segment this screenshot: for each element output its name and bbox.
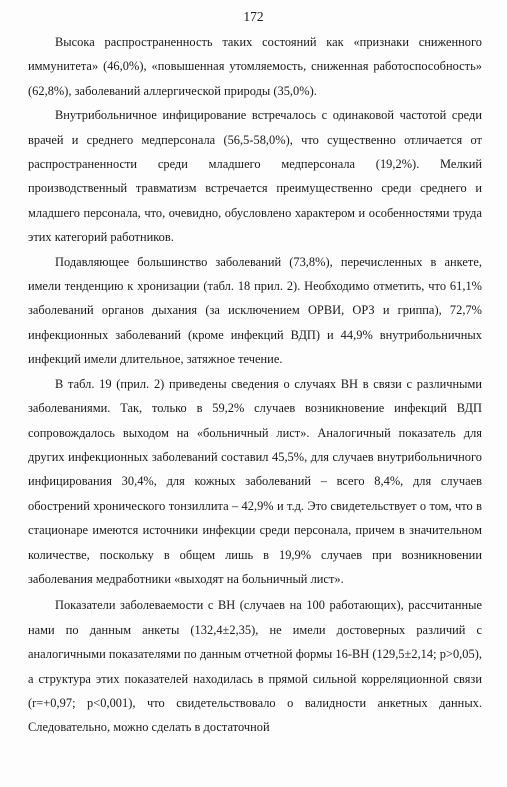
body-text: [28, 30, 482, 740]
paragraph-5: Показатели заболеваемости с ВН (случаев на 100 работающих), рассчитанные нами по данным анкеты (132,4±2,35), не имели достоверных различий с аналогичными показателями по данным отчетной формы 16-ВН (129,5±2,14; p>0,05), а структура этих показателей находилась в прямой сильной корреляционной связи (r=+0,97; p<0,001), что свидетельствовало о валидности анкетных данных. Следовательно, можно сделать в достаточной: [28, 598, 482, 735]
paragraph-4: В табл. 19 (прил. 2) приведены сведения о случаях ВН в связи с различными заболеваниями. Так, только в 59,2% случаев возникновение инфекций ВДП сопровождалось выходом на «больничный лист». Аналогичный показатель для других инфекционных заболеваний составил 45,5%, для случаев внутрибольничного инфицирования 30,4%, для кожных заболеваний – всего 8,4%, для случаев обострений хронического тонзиллита – 42,9% и т.д. Это свидетельствует о том, что в стационаре имеются источники инфекции среди персонала, причем в значительном количестве, поскольку в общем лишь в 19,9% случаев при возникновении заболевания медработники «выходят на больничный лист».: [28, 376, 482, 586]
page-number: 172: [243, 9, 264, 24]
paragraph-3: Подавляющее большинство заболеваний (73,8%), перечисленных в анкете, имели тенденцию к хронизации (табл. 18 прил. 2). Необходимо отметить, что 61,1% заболеваний органов дыхания (за исключением ОРВИ, ОРЗ и гриппа), 72,7% инфекционных заболеваний (кроме инфекций ВДП) и 44,9% внутрибольничных инфекций имели длительное, затяжное течение.: [28, 254, 482, 367]
paragraph-2: Внутрибольничное инфицирование встречалось с одинаковой частотой среди врачей и среднего медперсонала (56,5-58,0%), что существенно отличается от распространенности среди младшего медперсонала (19,2%). Мелкий производственный травматизм встречается преимущественно среди среднего и младшего персонала, что, очевидно, обусловлено характером и особенностями труда этих категорий работников.: [28, 108, 482, 245]
paragraph-1: Высока распространенность таких состояний как «признаки сниженного иммунитета» (46,0%), «повышенная утомляемость, сниженная работоспособность» (62,8%), заболеваний аллергической природы (35,0%).: [28, 35, 482, 98]
